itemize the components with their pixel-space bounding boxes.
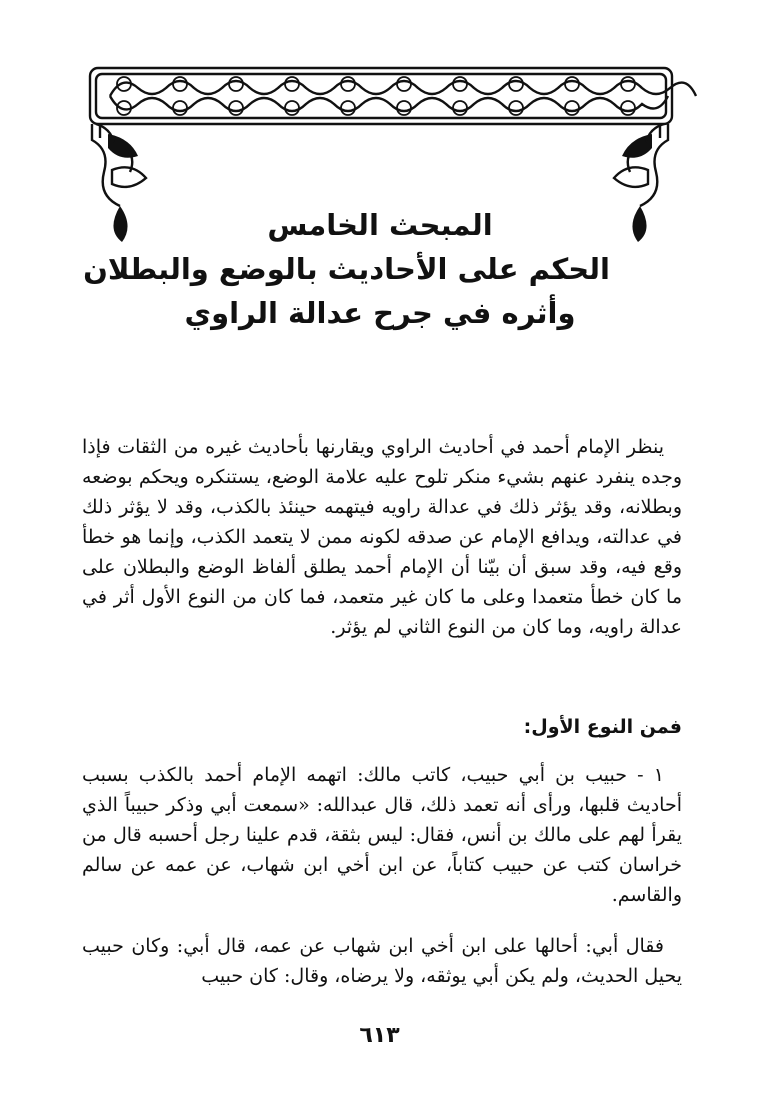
- continuation-paragraph: فقال أبي: أحالها على ابن أخي ابن شهاب عن عمه، قال أبي: وكان حبيب يحيل الحديث، ولم يكن أبي يوثقه، ولا يرضاه، وقال: كان حبيب: [82, 935, 682, 987]
- page-number: ٦١٣: [359, 1023, 400, 1048]
- list-item-1: ١ - حبيب بن أبي حبيب، كاتب مالك: اتهمه الإمام أحمد بالكذب بسبب أحاديث قلبها، ورأى أنه تعمد ذلك، قال عبدالله: «سمعت أبي وذكر حبيباً الذي يقرأ لهم على مالك بن أنس، فقال: ليس بثقة، قدم علينا رجل أحسبه قال من خراسان كتب عن حبيب كتاباً، عن ابن أخي ابن شهاب، عن عمه عن سالم والقاسم.: [82, 764, 682, 906]
- section-label: المبحث الخامس: [267, 208, 493, 242]
- subheading-first-type: فمن النوع الأول:: [523, 716, 682, 738]
- chapter-title-line-2: وأثره في جرح عدالة الراوي: [184, 296, 576, 330]
- intro-paragraph: ينظر الإمام أحمد في أحاديث الراوي ويقارنها بأحاديث غيره من الثقات فإذا وجده ينفرد عنهم بشيء منكر تلوح عليه علامة الوضع، يستنكره ويحكم بوضعه وبطلانه، وقد يؤثر ذلك في عدالة راويه فيتهمه حينئذ بالكذب، وقد لا يؤثر ذلك في عدالته، ويدافع الإمام عن صدقه لكونه ممن لا يتعمد الكذب، وإنما هو خطأ وقع فيه، وقد سبق أن بيّنا أن الإمام أحمد يطلق ألفاظ الوضع والبطلان على ما كان خطأ متعمدا وعلى ما كان غير متعمد، فما كان من النوع الأول أثر في عدالة راويه، وما كان من النوع الثاني لم يؤثر.: [82, 436, 682, 638]
- chapter-title-line-1: الحكم على الأحاديث بالوضع والبطلان: [83, 252, 610, 286]
